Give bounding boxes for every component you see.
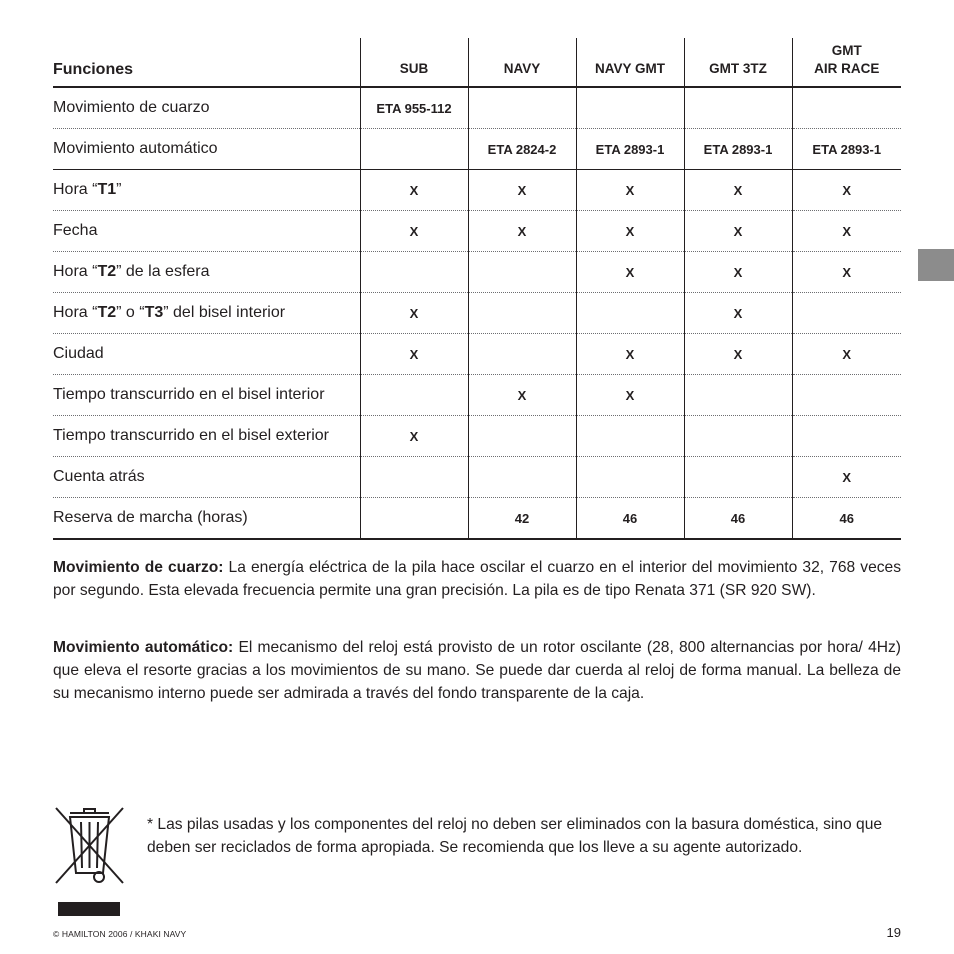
table-cell: ETA 2893-1 [576,129,684,170]
table-row [53,375,901,416]
table-row [53,211,901,252]
table-cell [684,416,792,457]
table-cell: X [792,170,901,211]
function-label [53,87,360,129]
table-cell [468,457,576,498]
table-cell: 46 [576,498,684,540]
column-header-line: GMT [831,43,862,58]
function-label [53,252,360,293]
table-cell [360,457,468,498]
label-text: Tiempo transcurrido en el bisel interior [53,386,325,403]
table-row [53,129,901,170]
table-cell: X [792,457,901,498]
label-text: ” del bisel interior [163,304,286,321]
function-label [53,498,360,540]
table-cell [360,252,468,293]
column-header-line: GMT 3TZ [709,61,767,76]
table-header-row [53,38,901,87]
page-number: 19 [886,925,901,940]
table-cell: ETA 2893-1 [792,129,901,170]
footer-copyright: © HAMILTON 2006 / KHAKI NAVY [53,929,187,939]
paragraph-text: El mecanismo del reloj está provisto de un rotor oscilante (28, 800 alternancias por hora/ 4Hz) que eleva el resorte gracias a los movimientos de su mano. Se puede dar cuerda al reloj de forma manual. La belleza de su mecanismo interno puede ser admirada a través del fondo transparente de la caja. [53,639,901,702]
table-cell: ETA 2893-1 [684,129,792,170]
table-cell: X [792,334,901,375]
section-tab-marker [918,249,954,281]
column-header-navy-gmt [576,38,684,87]
label-text: ” o “ [116,304,145,321]
table-row [53,252,901,293]
table-cell: ETA 2824-2 [468,129,576,170]
functions-table [53,38,901,540]
table-cell: X [360,211,468,252]
table-cell: ETA 955-112 [360,87,468,129]
table-cell [468,293,576,334]
time-zone-code: T2 [97,304,117,321]
table-cell [792,293,901,334]
table-cell: X [576,170,684,211]
table-cell [576,87,684,129]
label-text: Hora “ [53,304,98,321]
function-label [53,334,360,375]
label-text: Cuenta atrás [53,468,145,485]
table-cell: 42 [468,498,576,540]
label-text: Movimiento automático [53,140,218,157]
function-label [53,457,360,498]
paragraph-lead: Movimiento automático: [53,639,234,656]
table-row [53,334,901,375]
function-label [53,375,360,416]
table-cell: X [360,170,468,211]
table-cell [684,87,792,129]
label-text: ” de la esfera [116,263,210,280]
time-zone-code: T3 [144,304,164,321]
table-cell: X [684,252,792,293]
function-label [53,129,360,170]
table-row [53,170,901,211]
table-cell: X [360,416,468,457]
time-zone-code: T1 [97,181,117,198]
label-text: Ciudad [53,345,104,362]
table-cell [576,457,684,498]
table-cell: X [576,211,684,252]
table-row [53,457,901,498]
crossed-out-wheelie-bin-icon [53,805,126,886]
label-text: Reserva de marcha (horas) [53,509,248,526]
column-header-sub [360,38,468,87]
paragraph-lead: Movimiento de cuarzo: [53,559,224,576]
table-row [53,416,901,457]
table-cell: X [684,211,792,252]
table-cell: 46 [684,498,792,540]
label-text: Hora “ [53,263,98,280]
disposal-note: * Las pilas usadas y los componentes del reloj no deben ser eliminados con la basura doméstica, sino que deben ser reciclados de forma apropiada. Se recomienda que los lleve a su agente autorizado. [147,816,883,856]
column-header-gmt-3tz [684,38,792,87]
table-cell: X [792,252,901,293]
quartz-movement-paragraph [53,556,901,602]
column-header-navy [468,38,576,87]
table-cell: 46 [792,498,901,540]
table-cell [468,252,576,293]
functions-header: Funciones [53,38,360,87]
table-cell: X [468,375,576,416]
table-cell: X [468,211,576,252]
table-cell: X [576,334,684,375]
automatic-movement-paragraph [53,636,901,705]
table-cell: X [684,334,792,375]
table-cell [684,457,792,498]
function-label [53,416,360,457]
table-cell [576,293,684,334]
label-text: ” [116,181,122,198]
table-cell: X [360,293,468,334]
label-text: Tiempo transcurrido en el bisel exterior [53,427,329,444]
table-cell [468,87,576,129]
label-text: Hora “ [53,181,98,198]
table-cell: X [684,170,792,211]
table-row [53,87,901,129]
table-cell [360,375,468,416]
table-cell: X [576,252,684,293]
column-header-line: AIR RACE [814,61,880,76]
function-label [53,170,360,211]
function-label [53,293,360,334]
table-cell [468,334,576,375]
table-cell [792,87,901,129]
label-text: Movimiento de cuarzo [53,99,210,116]
column-header-line: NAVY GMT [594,61,665,76]
table-cell [792,416,901,457]
table-cell [792,375,901,416]
table-cell: X [576,375,684,416]
paragraph-text: La energía eléctrica de la pila hace oscilar el cuarzo en el interior del movimiento 32, 768 veces por segundo. Esta elevada frecuencia permite una gran precisión. La pila es de tipo Renata 371 (SR 920 SW). [53,559,902,599]
function-label [53,211,360,252]
table-cell [576,416,684,457]
label-text: Fecha [53,222,98,239]
table-cell [360,498,468,540]
table-cell: X [684,293,792,334]
table-cell: X [360,334,468,375]
time-zone-code: T2 [97,263,117,280]
table-cell [360,129,468,170]
bin-symbol-bar [58,902,120,916]
table-cell [468,416,576,457]
table-cell [684,375,792,416]
table-row [53,498,901,540]
table-cell: X [468,170,576,211]
table-row [53,293,901,334]
table-cell: X [792,211,901,252]
column-header-line: SUB [399,61,429,76]
column-header-line: NAVY [503,61,541,76]
table-body [53,87,901,539]
column-header-gmt-air-race [792,38,901,87]
